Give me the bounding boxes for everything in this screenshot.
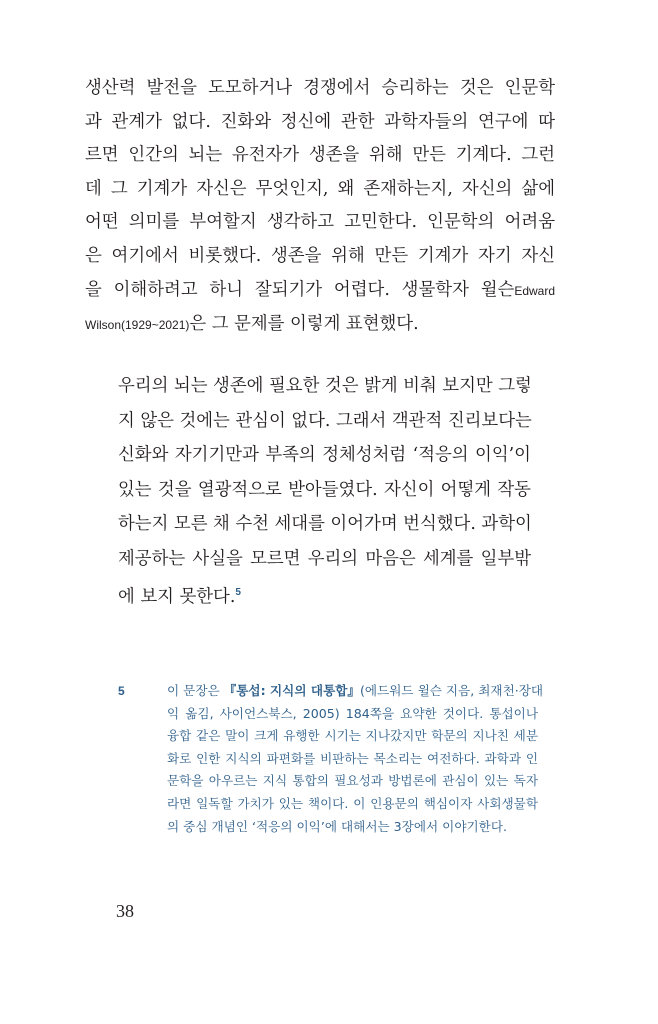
footnote-line: 라면 일독할 가치가 있는 책이다. 이 인용문의 핵심이자 사회생물학 bbox=[167, 795, 538, 811]
page-number: 38 bbox=[116, 901, 134, 921]
footnote-line: 융합 같은 말이 크게 유행한 시기는 지나갔지만 학문의 지나친 세분 bbox=[167, 728, 538, 744]
quote-line bbox=[118, 576, 531, 615]
block-quote bbox=[118, 369, 531, 615]
body-line: 데 그 기계가 자신은 무엇인지, 왜 존재하는지, 자신의 삶에 bbox=[85, 178, 555, 199]
quote-line: 있는 것을 열광적으로 받아들였다. 자신이 어떻게 작동 bbox=[118, 479, 531, 500]
quote-line: 하는지 모른 채 수천 세대를 이어가며 번식했다. 과학이 bbox=[118, 514, 532, 534]
footnote-line: 문학을 아우르는 지식 통합의 필요성과 방법론에 관심이 있는 독자 bbox=[167, 773, 538, 789]
footnote-reference[interactable]: 5 bbox=[235, 587, 241, 598]
quote-line: 지 않은 것에는 관심이 없다. 그래서 객관적 진리보다는 bbox=[118, 410, 532, 431]
body-paragraph bbox=[85, 72, 555, 343]
body-line: 어떤 의미를 부여할지 생각하고 고민한다. 인문학의 어려움 bbox=[85, 212, 555, 233]
author-name-en: Edward bbox=[514, 283, 555, 298]
body-line bbox=[85, 308, 555, 343]
quote-last-text: 에 보지 못한다. bbox=[118, 587, 236, 607]
body-line: 생산력 발전을 도모하거나 경쟁에서 승리하는 것은 인문학 bbox=[85, 78, 555, 98]
footnote-line: 익 옮김, 사이언스북스, 2005) 184쪽을 요약한 것이다. 통섭이나 bbox=[167, 705, 538, 721]
footnote-number: 5 bbox=[118, 684, 125, 698]
author-name-en-dates: Wilson(1929~2021) bbox=[85, 318, 190, 333]
body-line: 르면 인간의 뇌는 유전자가 생존을 위해 만든 기계다. 그런 bbox=[85, 145, 555, 166]
quote-line: 신화와 자기기만과 부족의 정체성처럼 ‘적응의 이익’이 bbox=[118, 445, 531, 465]
body-line-text: 은 그 문제를 이렇게 표현했다. bbox=[189, 314, 419, 335]
footnote-body bbox=[167, 680, 544, 838]
footnote-text: (에드워드 윌슨 지음, 최재천·장대 bbox=[360, 683, 544, 698]
footnote-line: 화로 인한 지식의 파편화를 비판하는 목소리는 여전하다. 과학과 인 bbox=[167, 750, 538, 766]
footnote-line bbox=[167, 680, 544, 703]
body-line: 은 여기에서 비롯했다. 생존을 위해 만든 기계가 자기 자신 bbox=[85, 245, 555, 266]
body-line: 과 관계가 없다. 진화와 정신에 관한 과학자들의 연구에 따 bbox=[85, 111, 555, 132]
body-line-text: 을 이해하려고 하니 잘되기가 어렵다. 생물학자 윌슨 bbox=[85, 279, 515, 300]
footnote-text: 이 문장은 bbox=[167, 683, 224, 698]
book-title: 『통섭: 지식의 대통합』 bbox=[223, 683, 360, 698]
quote-line: 제공하는 사실을 모르면 우리의 마음은 세계를 일부밖 bbox=[118, 548, 531, 569]
body-line bbox=[85, 274, 555, 309]
quote-line: 우리의 뇌는 생존에 필요한 것은 밝게 비춰 보지만 그렇 bbox=[118, 376, 532, 396]
footnote-line: 의 중심 개념인 ‘적응의 이익’에 대해서는 3장에서 이야기한다. bbox=[167, 818, 508, 834]
